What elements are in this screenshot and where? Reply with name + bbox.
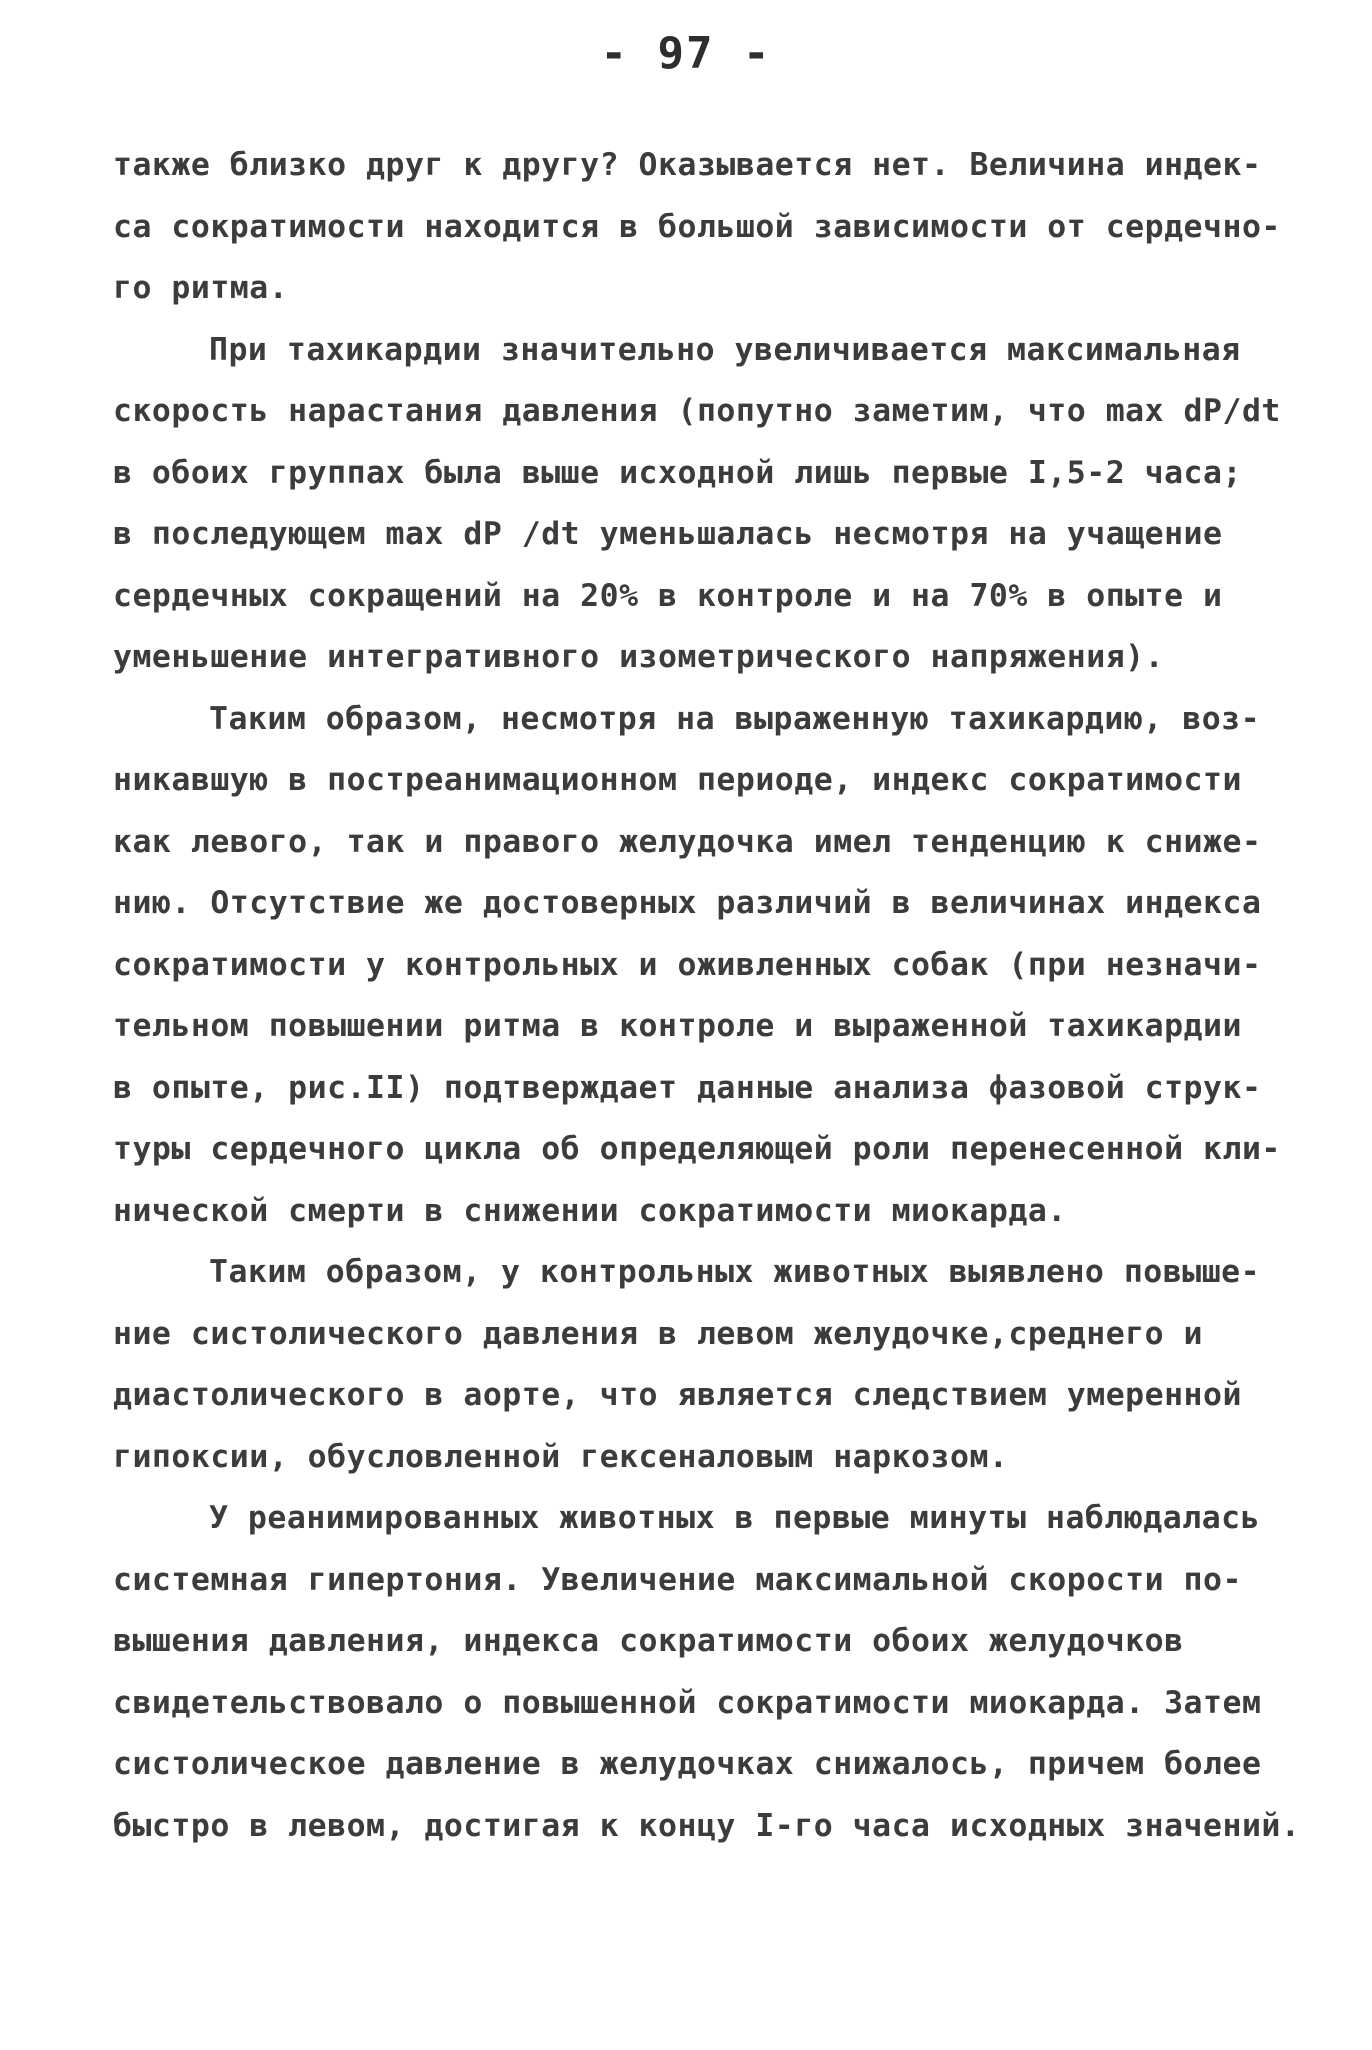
paragraph-start-line: Таким образом, несмотря на выраженную тахикардию, воз- <box>209 700 1261 737</box>
paragraph-start-line: При тахикардии значительно увеличивается максимальная <box>209 331 1241 368</box>
text-line: никавшую в постреанимационном периоде, индекс сократимости <box>113 762 1242 798</box>
text-line: систолическое давление в желудочках снижалось, причем более <box>113 1746 1262 1782</box>
text-line: как левого, так и правого желудочка имел тенденцию к сниже- <box>113 823 1262 860</box>
text-line: ние систолического давления в левом желудочке,среднего и <box>113 1315 1204 1352</box>
text-line: уменьшение интегративного изометрического напряжения). <box>113 639 1165 675</box>
text-line: гипоксии, обусловленной гексеналовым наркозом. <box>113 1438 1009 1475</box>
text-line: тельном повышении ритма в контроле и выраженной тахикардии <box>113 1008 1242 1044</box>
text-line: сердечных сокращений на 20% в контроле и на 70% в опыте и <box>113 577 1223 614</box>
text-line: в обоих группах была выше исходной лишь первые I,5-2 часа; <box>113 454 1242 491</box>
body-text <box>113 135 1301 1857</box>
text-line: го ритма. <box>113 270 289 306</box>
text-line: диастолического в аорте, что является следствием умеренной <box>113 1377 1242 1413</box>
text-line: са сократимости находится в большой зависимости от сердечно- <box>113 208 1281 245</box>
text-line: вышения давления, индекса сократимости обоих желудочков <box>113 1623 1184 1659</box>
text-line: нию. Отсутствие же достоверных различий в величинах индекса <box>113 885 1262 921</box>
page-number: - 97 - <box>600 28 772 79</box>
text-line: сократимости у контрольных и оживленных собак (при незначи- <box>113 946 1262 983</box>
paragraph-start-line: У реанимированных животных в первые минуты наблюдалась <box>209 1500 1261 1536</box>
text-line: туры сердечного цикла об определяющей роли перенесенной кли- <box>113 1131 1281 1167</box>
text-line: скорость нарастания давления (попутно заметим, что max dP/dt <box>113 393 1281 429</box>
text-line: нической смерти в снижении сократимости миокарда. <box>113 1192 1067 1229</box>
text-line: в опыте, рис.II) подтверждает данные анализа фазовой струк- <box>113 1069 1262 1106</box>
text-line: системная гипертония. Увеличение максимальной скорости по- <box>113 1561 1242 1598</box>
text-line: также близко друг к другу? Оказывается нет. Величина индек- <box>113 147 1262 183</box>
text-line: в последующем max dP /dt уменьшалась несмотря на учащение <box>113 516 1223 552</box>
text-line: свидетельствовало о повышенной сократимости миокарда. Затем <box>113 1684 1262 1721</box>
text-line: быстро в левом, достигая к концу I-го часа исходных значений. <box>113 1807 1301 1844</box>
paragraph-start-line: Таким образом, у контрольных животных выявлено повыше- <box>209 1254 1261 1290</box>
